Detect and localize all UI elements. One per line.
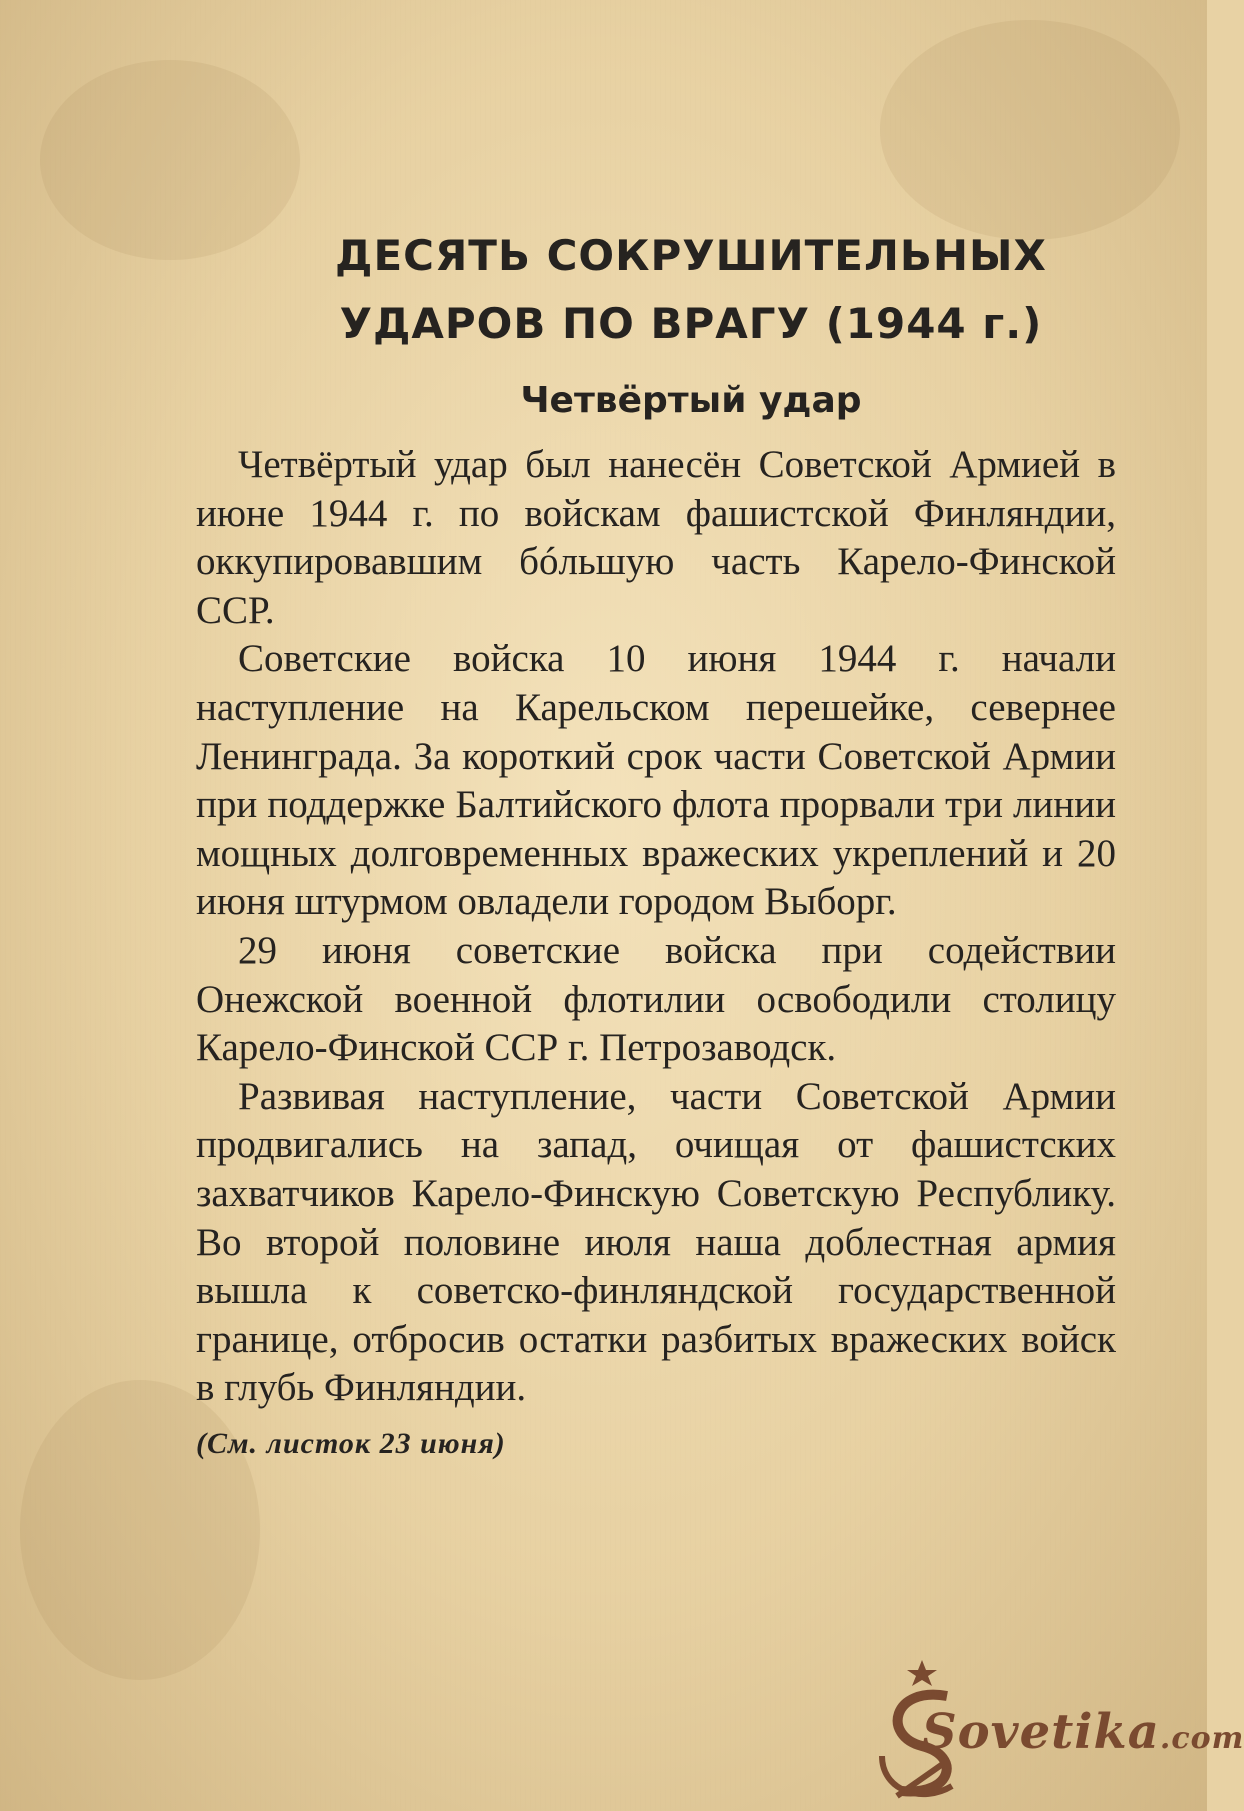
- paragraph: Четвёртый удар был нанесён Советской Армией в июне 1944 г. по войскам фашистской Финляндии, оккупировавшим бóльшую часть Карело-Финской ССР.: [196, 443, 1116, 632]
- paper-stain: [880, 20, 1180, 240]
- document-subtitle: Четвёртый удар: [520, 380, 862, 421]
- sovetika-watermark-logo: [852, 1656, 1244, 1806]
- reference-note: (См. листок 23 июня): [196, 1426, 506, 1460]
- paragraph: 29 июня советские войска при содействии Онежской военной флотилии освободили столицу Карело-Финской ССР г. Петрозаводск.: [196, 928, 1116, 1070]
- logo-text: Sovetika.com: [922, 1704, 1244, 1760]
- document-title: ДЕСЯТЬ СОКРУШИТЕЛЬНЫХ УДАРОВ ПО ВРАГУ (1944 г.): [335, 231, 1047, 348]
- document-body: [196, 222, 1116, 1461]
- paragraph: Развивая наступление, части Советской Армии продвигались на запад, очищая от фашистских захватчиков Карело-Финскую Советскую Республику. Во второй половине июля наша доблестная армия вышла к советско-финляндской государственной границе, отбросив остатки разбитых вражеских войск в глубь Финляндии.: [196, 1074, 1116, 1410]
- paragraph: Советские войска 10 июня 1944 г. начали наступление на Карельском перешейке, севернее Ленинграда. За короткий срок части Советской Армии при поддержке Балтийского флота прорвали три линии мощных долговременных вражеских укреплений и 20 июня штурмом овладели городом Выборг.: [196, 637, 1116, 924]
